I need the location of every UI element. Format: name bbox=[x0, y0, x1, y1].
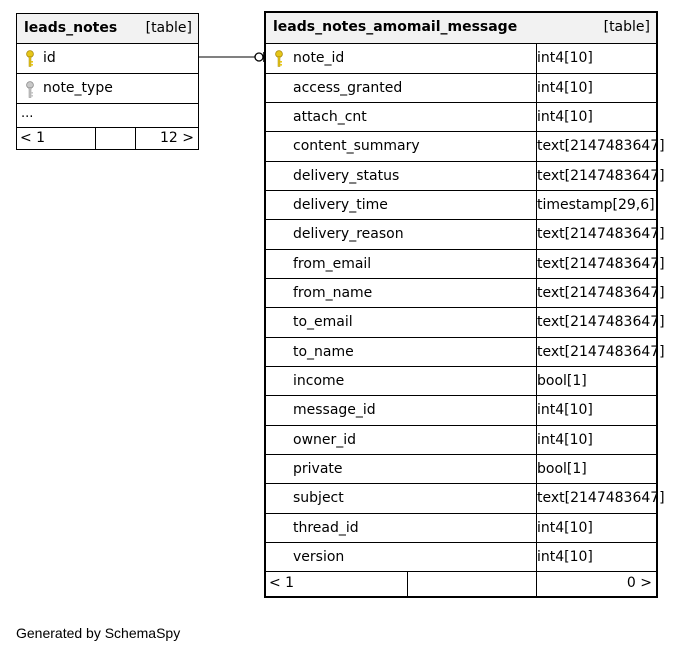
column-row[interactable] bbox=[266, 367, 656, 396]
table-type-label: [table] bbox=[145, 20, 192, 36]
column-row[interactable] bbox=[266, 250, 665, 279]
column-name: attach_cnt bbox=[293, 109, 367, 125]
column-name: owner_id bbox=[293, 432, 357, 448]
column-name: private bbox=[293, 461, 343, 477]
column-type: int4[10] bbox=[537, 520, 593, 536]
column-type: text[2147483647] bbox=[537, 314, 665, 330]
column-name: delivery_reason bbox=[293, 226, 404, 242]
column-type: int4[10] bbox=[537, 109, 593, 125]
child-count: 0 > bbox=[626, 575, 652, 591]
parent-count: < 1 bbox=[269, 575, 295, 591]
row-count-cell bbox=[96, 127, 136, 149]
more-columns-ellipsis: ... bbox=[21, 106, 34, 121]
column-type: int4[10] bbox=[537, 402, 593, 418]
table-name[interactable]: leads_notes bbox=[24, 20, 118, 36]
column-row[interactable] bbox=[266, 132, 665, 162]
column-row[interactable] bbox=[266, 426, 656, 455]
column-row[interactable] bbox=[266, 484, 665, 514]
column-row[interactable] bbox=[266, 308, 665, 338]
column-type: text[2147483647] bbox=[537, 285, 665, 301]
column-row[interactable] bbox=[17, 44, 198, 74]
parent-count-cell[interactable] bbox=[266, 572, 408, 596]
child-count-cell[interactable] bbox=[537, 572, 656, 596]
generated-by-text: Generated by SchemaSpy bbox=[16, 625, 181, 641]
column-name: delivery_time bbox=[293, 197, 388, 213]
column-name: delivery_status bbox=[293, 168, 400, 184]
column-row[interactable] bbox=[266, 103, 656, 132]
column-type: int4[10] bbox=[537, 80, 593, 96]
column-name: to_email bbox=[293, 314, 353, 330]
column-type: text[2147483647] bbox=[537, 168, 665, 184]
column-name: message_id bbox=[293, 402, 376, 418]
column-name: access_granted bbox=[293, 80, 403, 96]
column-type: bool[1] bbox=[537, 373, 587, 389]
parent-count: < 1 bbox=[20, 130, 46, 146]
column-row[interactable] bbox=[266, 191, 656, 220]
column-type: text[2147483647] bbox=[537, 344, 665, 360]
column-row[interactable] bbox=[266, 279, 665, 308]
table-footer bbox=[17, 127, 198, 149]
column-type: text[2147483647] bbox=[537, 490, 665, 506]
column-name: note_type bbox=[43, 80, 113, 96]
leads-notes-amomail-message-table[interactable] bbox=[264, 11, 665, 598]
column-row[interactable] bbox=[266, 338, 665, 367]
column-row[interactable] bbox=[266, 220, 665, 250]
table-type-label: [table] bbox=[603, 19, 650, 35]
column-type: text[2147483647] bbox=[537, 226, 665, 242]
column-row[interactable] bbox=[266, 44, 656, 74]
column-name: to_name bbox=[293, 344, 354, 360]
column-name: income bbox=[293, 373, 345, 389]
table-header bbox=[266, 13, 656, 44]
table-header bbox=[17, 14, 198, 44]
column-name: content_summary bbox=[293, 138, 420, 154]
column-type: int4[10] bbox=[537, 549, 593, 565]
row-count-cell bbox=[408, 572, 537, 596]
leads-notes-table[interactable] bbox=[16, 13, 199, 150]
column-type: bool[1] bbox=[537, 461, 587, 477]
column-row[interactable] bbox=[266, 543, 656, 572]
column-row[interactable] bbox=[266, 162, 665, 191]
column-name: subject bbox=[293, 490, 344, 506]
column-name: note_id bbox=[293, 50, 345, 66]
column-name: thread_id bbox=[293, 520, 359, 536]
column-name: from_email bbox=[293, 256, 372, 272]
column-type: int4[10] bbox=[537, 432, 593, 448]
column-name: from_name bbox=[293, 285, 373, 301]
table-name[interactable]: leads_notes_amomail_message bbox=[273, 19, 518, 35]
column-type: text[2147483647] bbox=[537, 138, 665, 154]
table-footer bbox=[266, 572, 656, 596]
column-name: id bbox=[43, 50, 56, 66]
column-name: version bbox=[293, 549, 345, 565]
column-type: timestamp[29,6] bbox=[537, 197, 655, 213]
column-type: int4[10] bbox=[537, 50, 593, 66]
column-row[interactable] bbox=[266, 74, 656, 103]
column-row[interactable] bbox=[266, 514, 656, 543]
more-columns-row[interactable] bbox=[17, 104, 198, 128]
parent-count-cell[interactable] bbox=[17, 127, 96, 149]
column-type: text[2147483647] bbox=[537, 256, 665, 272]
column-row[interactable] bbox=[266, 396, 656, 426]
column-row[interactable] bbox=[266, 455, 656, 484]
primary-key-icon bbox=[24, 50, 36, 68]
child-count-cell[interactable] bbox=[136, 127, 198, 149]
child-count: 12 > bbox=[160, 130, 194, 146]
primary-key-icon bbox=[273, 50, 285, 68]
column-row[interactable] bbox=[17, 74, 198, 104]
index-key-icon bbox=[24, 81, 36, 99]
